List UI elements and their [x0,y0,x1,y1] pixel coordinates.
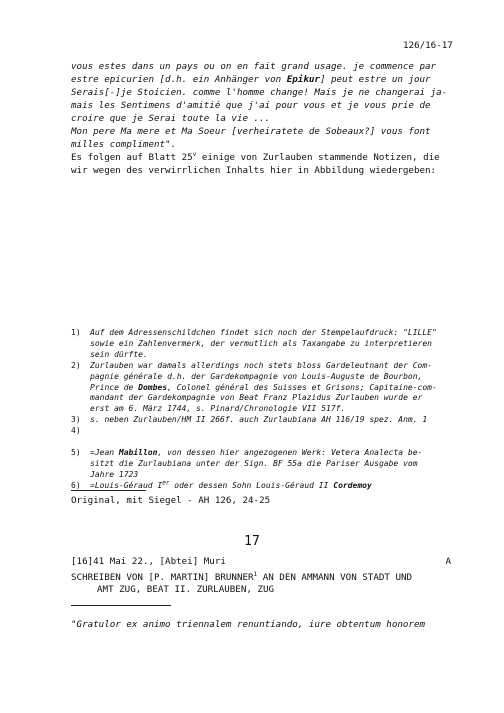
place: [Abtei] Muri [159,556,226,567]
body-line: mais les Sentimens d'amitié que j'ai pour vous et je vous prie de [71,100,431,111]
name-epikur: Epikur [286,74,320,85]
footnote [71,361,461,416]
divider [71,605,171,606]
body-text-segment: Es folgen auf Blatt 25 [71,152,193,163]
footnote-number: 4) [71,426,81,436]
footnote-segment: =Jean [90,447,119,457]
footnote-segment: =Louis-Géraud I [90,480,163,490]
footnote-number: 5) [71,447,81,457]
body-line: milles compliment". [71,139,177,150]
superscript: v [192,150,197,158]
footnote-number: 3) [71,415,81,425]
footnotes [71,328,461,492]
footnote-segment: , von dessen hier angezogenen Werk: Vetera Analecta be- [157,447,423,457]
footnote-segment: , Colonel général des Suisses et Grisons; Capitaine-com- [167,382,437,392]
body-line: Serais[-]je Stoicien. comme l'homme change! Mais je ne changerai ja- [71,87,448,98]
footnote-line [90,448,461,459]
footnote-line [90,383,461,394]
document-heading [71,572,456,596]
letter-excerpt [71,60,451,177]
body-line: wir wegen des verwirrlichen Inhalts hier in Abbildung wiedergeben: [71,165,437,176]
heading-line [71,572,456,584]
heading-segment: SCHREIBEN VON [P. MARTIN] BRUNNER [71,572,254,583]
footnote-line: sowie ein Zahlenvermerk, der vermutlich als Taxangabe zu interpretieren [90,338,432,348]
footnote-text [90,328,461,361]
footnote-segment: oder dessen Sohn Louis-Géraud II [169,480,334,490]
footnote-line: Zurlauben war damals allerdings noch stets bloss Gardeleutnant der Com- [90,360,432,370]
body-text-segment: estre epicurien [d.h. ein Anhänger von [71,74,287,85]
body-line [71,73,451,86]
footnote-text [90,415,461,426]
name-cordemoy: Cordemoy [333,480,372,490]
heading-segment: AN DEN AMMANN VON STADT UND [257,572,413,583]
body-line [71,151,451,164]
body-text-segment: ] peut estre un jour [319,74,431,85]
heading-line: AMT ZUG, BEAT II. ZURLAUBEN, ZUG [97,584,275,595]
body-line: croire que je Serai toute la vie ... [71,113,271,124]
footnote [71,415,461,426]
document-number: 17 [244,534,260,549]
footnote-line: sein dürfte. [90,349,148,359]
footnote-segment: Prince de [90,382,139,392]
footnote-line: erst am 6. März 1744, s. Pinard/Chronologie VII 517f. [90,404,346,414]
illustration-space [71,196,451,321]
document-type: A [445,556,451,567]
page-number: 126/16-17 [403,40,453,51]
body-line: Mon pere Ma mere et Ma Soeur [verheiratete de Sobeaux?] vous font [71,126,431,137]
footnote-line: Auf dem Adressenschildchen findet sich noch der Stempelaufdruck: "LILLE" [90,328,437,337]
date: [16]41 Mai 22., [71,556,160,567]
divider [71,490,146,491]
superscript: er [162,479,170,487]
footnote [71,426,461,437]
footnote-text [90,426,461,437]
footnote [71,448,461,481]
name-mabillon: Mabillon [118,447,158,457]
body-text-segment: einige von Zurlauben stammende Notizen, die [196,152,440,163]
footnote-line: mandant der Gardekompagnie von Beat Franz Plazidus Zurlauben wurde er [90,393,423,403]
quote-line: "Gratulor ex animo triennalem renuntiando, iure obtentum honorem [71,619,426,630]
footnote-text [90,361,461,416]
dateline [71,556,451,567]
footnote [71,328,461,361]
footnote-number: 6) [71,480,81,490]
source-line: Original, mit Siegel - AH 126, 24-25 [71,495,271,506]
footnote-spacer [71,437,461,448]
footnote-line: pagnie générale d.h. der Gardekompagnie von Louis-Auguste de Bourbon, [90,371,423,381]
footnote-line: s. neben Zurlauben/HM II 266f. auch Zurlaubiana AH 116/19 spez. Anm. 1 [90,415,428,425]
body-line: vous estes dans un pays ou on en fait grand usage. je commence par [71,61,437,72]
footnote-number: 1) [71,328,81,337]
footnote-line: sitzt die Zurlaubiana unter der Sign. BF 55a die Pariser Ausgabe vom [90,458,418,468]
name-dombes: Dombes [138,382,168,392]
footnote-line: Jahre 1723 [90,469,139,479]
footnote-text [90,448,461,481]
footnote-number: 2) [71,360,81,370]
superscript: 1 [253,570,258,578]
